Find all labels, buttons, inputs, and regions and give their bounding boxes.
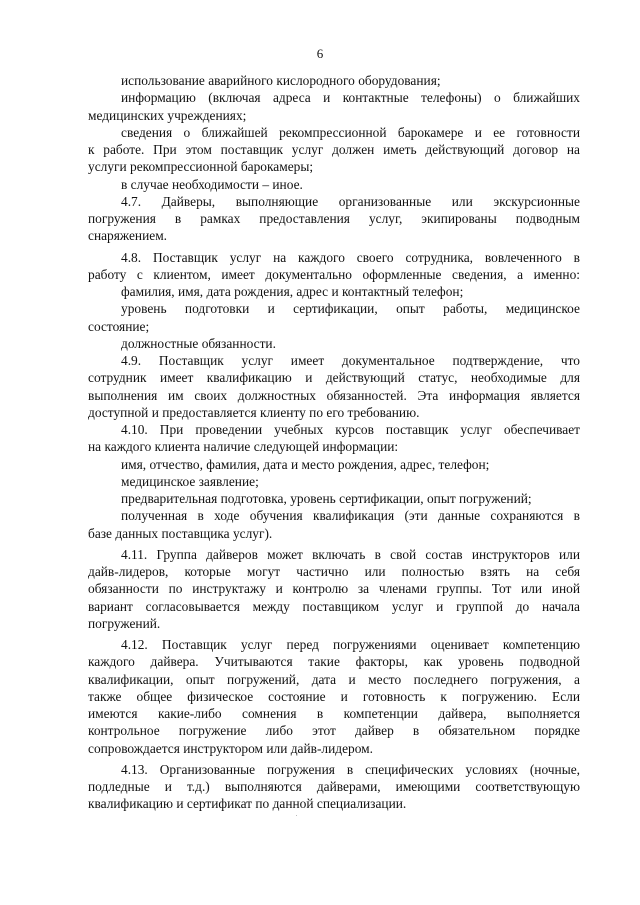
text-line: полученная в ходе обучения квалификация (эти данные сохраняются в [121, 508, 580, 524]
text-line: имеются какие-либо сомнения в компетенции дайвера, выполняется [88, 706, 580, 721]
text-line: каждого дайвера. Учитываются такие факторы, как уровень подводной [88, 654, 580, 670]
text-line: на каждого клиента наличие следующей информации: [88, 439, 399, 455]
text-line: выполнения им своих должностных обязанностей. Эта информация является [88, 387, 580, 403]
text-line: дайв-лидеров, которые могут частично или полностью взять на себя [88, 564, 580, 579]
text-line: подледные и т.д.) выполняются дайверами, имеющими соответствующую [88, 779, 580, 794]
text-line: предварительная подготовка, уровень сертификации, опыт погружений; [121, 491, 532, 506]
page-number: 6 [316, 46, 324, 61]
text-line: обязанности по инструктажу и контролю за членами группы. Тот или иной [88, 581, 580, 597]
text-line: снаряжением. [88, 228, 168, 244]
text-line: контрольное погружение либо этот дайвер в обязательном порядке [88, 723, 580, 739]
text-line: 4.9. Поставщик услуг имеет документальное подтверждение, что [121, 353, 580, 368]
text-line: в случае необходимости – иное. [121, 176, 303, 192]
text-line: к работе. При этом поставщик услуг должен иметь действующий договор на [88, 142, 580, 157]
text-line: базе данных поставщика услуг). [88, 525, 273, 541]
text-line: фамилия, имя, дата рождения, адрес и контактный телефон; [121, 284, 464, 299]
text-line: квалификацию и сертификат по данной специализации. [88, 796, 407, 812]
text-line: сопровождается инструктором или дайв-лидером. [88, 740, 373, 756]
text-line: вариант согласовывается между поставщиком услуг и группой до начала [88, 598, 580, 614]
text-line: также общее физическое состояние и готовность к погружению. Если [88, 688, 580, 704]
text-line: должностные обязанности. [121, 335, 276, 351]
text-line: квалификации, опыт погружений, дата и место последнего погружения, а [88, 671, 580, 687]
text-line: погружения в рамках предоставления услуг, экипированы подводным [88, 211, 580, 226]
text-line: использование аварийного кислородного оборудования; [121, 73, 441, 88]
text-line: 4.7. Дайверы, выполняющие организованные или экскурсионные [121, 193, 580, 209]
text-line: сотрудник имеет квалификацию и действующий статус, необходимые для [88, 370, 580, 386]
body-text [88, 72, 580, 813]
text-line: медицинское заявление; [121, 473, 259, 489]
text-line: медицинских учреждениях; [88, 107, 247, 123]
text-line: доступной и предоставляется клиенту по его требованию. [88, 404, 420, 420]
text-line: 4.11. Группа дайверов может включать в свой состав инструкторов или [121, 546, 580, 562]
text-line: сведения о ближайшей рекомпрессионной барокамере и ее готовности [121, 124, 580, 140]
text-line: состояние; [88, 318, 150, 334]
scan-speck [296, 815, 297, 816]
text-line: имя, отчество, фамилия, дата и место рождения, адрес, телефон; [121, 456, 490, 472]
text-line: погружений. [88, 615, 161, 631]
text-line: информацию (включая адреса и контактные телефоны) о ближайших [121, 90, 580, 106]
text-line: работу с клиентом, имеет документально оформленные сведения, а именно: [88, 266, 580, 282]
text-line: уровень подготовки и сертификации, опыт работы, медицинское [121, 301, 580, 317]
text-line: услуги рекомпрессионной барокамеры; [88, 159, 314, 175]
text-line: 4.8. Поставщик услуг на каждого своего сотрудника, вовлеченного в [121, 249, 580, 265]
text-line: 4.10. При проведении учебных курсов поставщик услуг обеспечивает [121, 422, 580, 437]
text-line: 4.12. Поставщик услуг перед погружениями оценивает компетенцию [121, 637, 580, 652]
text-line: 4.13. Организованные погружения в специфических условиях (ночные, [121, 761, 580, 777]
